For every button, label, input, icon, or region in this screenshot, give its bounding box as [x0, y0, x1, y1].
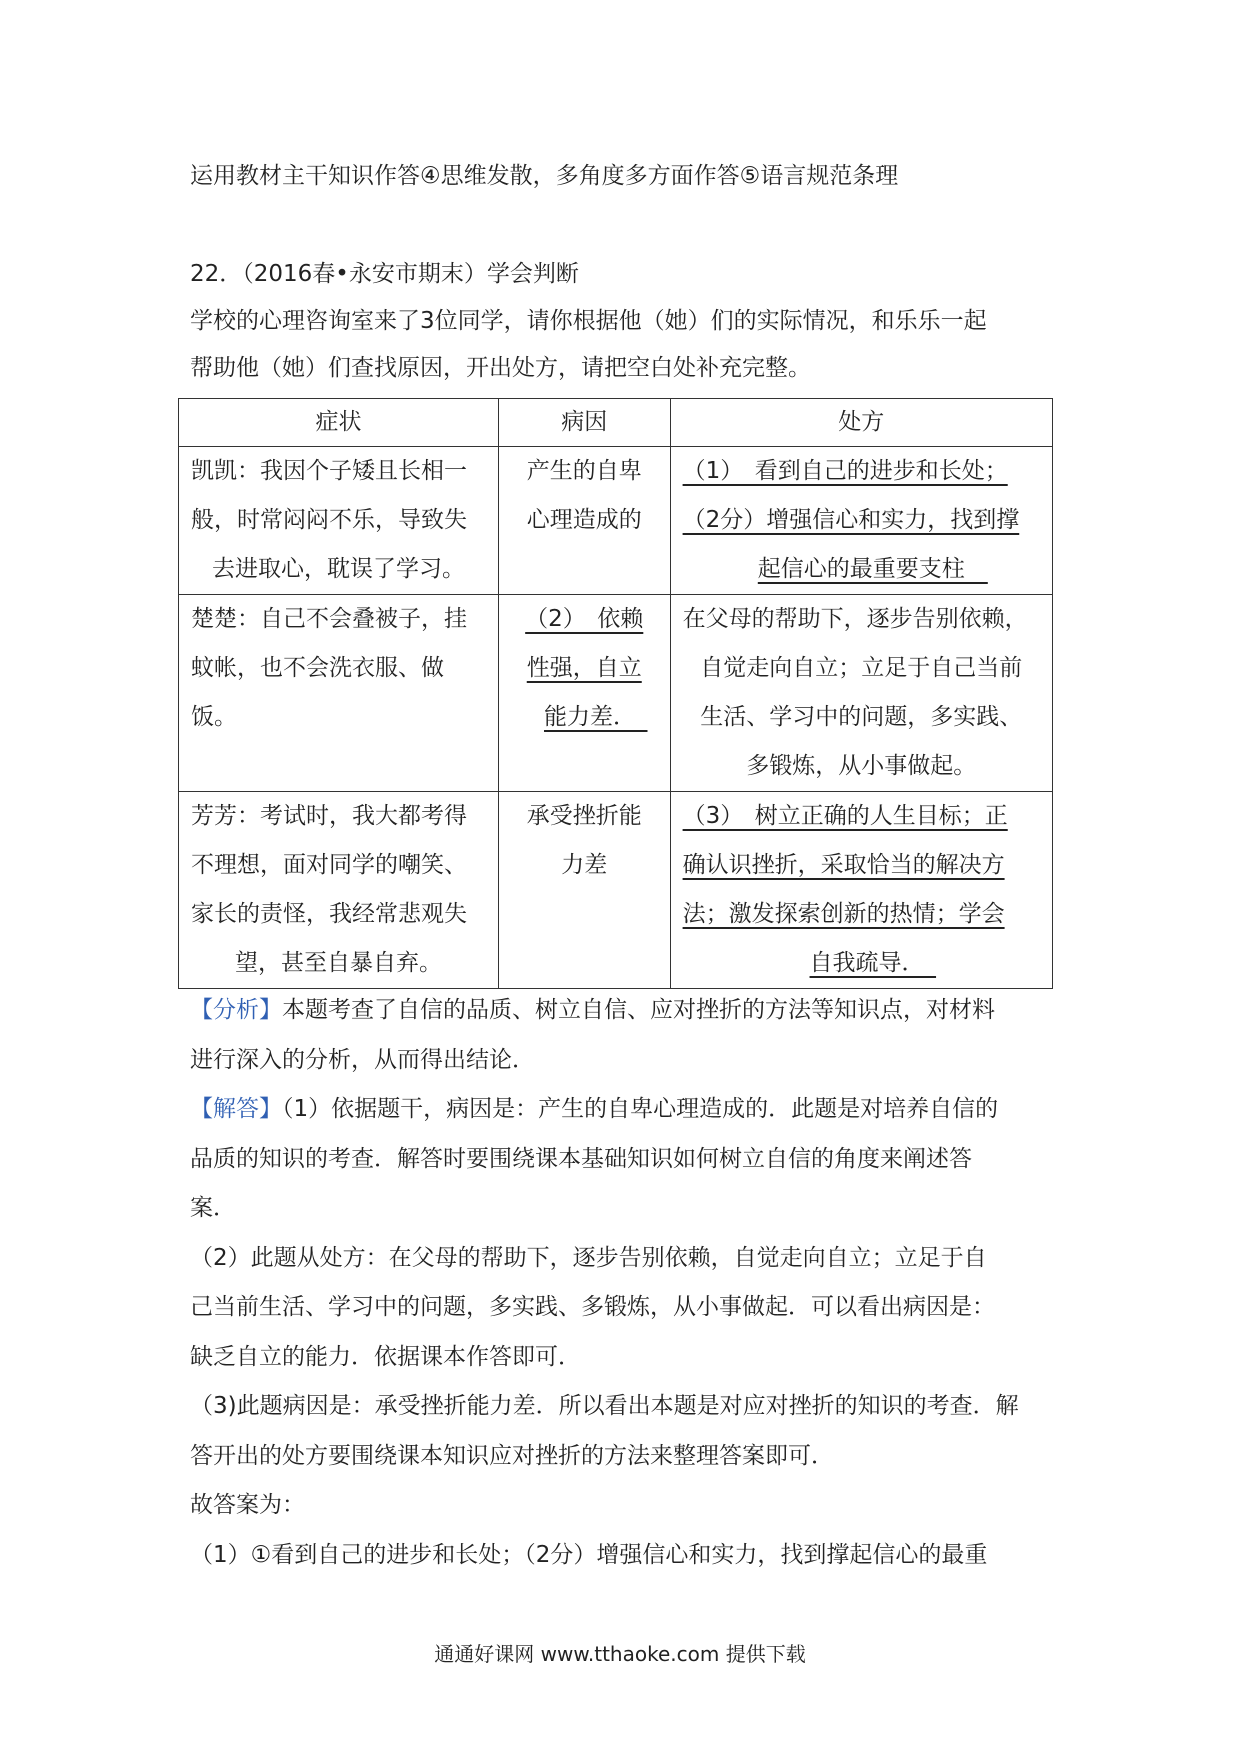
header-prescription: 处方	[670, 399, 1052, 447]
top-line: 运用教材主干知识作答④思维发散，多角度多方面作答⑤语言规范条理	[190, 163, 899, 189]
page-footer: 通通好课网 www.tthaoke.com 提供下载	[434, 1642, 806, 1666]
symptom-cell	[179, 595, 499, 792]
question-header: 22．（2016春•永安市期末）学会判断	[190, 261, 579, 287]
cause-cell	[498, 792, 670, 989]
prescription-cell	[670, 792, 1052, 989]
answer-label: 【解答】	[190, 1096, 282, 1122]
cause-line: 承受挫折能	[526, 803, 642, 829]
answer-line-4: （2）此题从处方：在父母的帮助下，逐步告别依赖，自觉走向自立；立足于自	[190, 1245, 987, 1271]
answer-line-5: 己当前生活、学习中的问题，多实践、多锻炼，从小事做起．可以看出病因是：	[190, 1294, 995, 1320]
analysis-text: 本题考查了自信的品质、树立自信、应对挫折的方法等知识点，对材料	[282, 997, 995, 1023]
symptom-line: 蚊帐，也不会洗衣服、做饭。	[191, 655, 444, 730]
symptom-line: 望，甚至自暴自弃。	[234, 950, 442, 976]
analysis-line-1	[190, 994, 995, 1026]
prescription-table	[178, 398, 1053, 989]
answer-text: （1）依据题干，病因是：产生的自卑心理造成的．此题是对培养自信的	[282, 1096, 999, 1122]
cause-line: （2） 依赖	[525, 606, 644, 632]
cause-line: 能力差．	[544, 704, 648, 730]
symptom-cell	[179, 447, 499, 595]
cause-line: 心理造成的	[526, 507, 642, 533]
symptom-line: 去进取心，耽误了学习。	[211, 556, 465, 582]
cause-line: 力差	[561, 852, 608, 878]
cause-cell	[498, 447, 670, 595]
prescription-line: 法；激发探索创新的热情；学会	[682, 901, 1005, 927]
cause-line: 性强，自立	[526, 655, 642, 681]
header-cause: 病因	[498, 399, 670, 447]
symptom-line: 家长的责怪，我经常悲观失	[191, 901, 467, 927]
question-intro-1: 学校的心理咨询室来了3位同学，请你根据他（她）们的实际情况，和乐乐一起	[190, 308, 987, 334]
answer-final-line: （1）①看到自己的进步和长处；（2分）增强信心和实力，找到撑起信心的最重	[190, 1542, 988, 1568]
symptom-cell	[179, 792, 499, 989]
answer-line-8: 答开出的处方要围绕课本知识应对挫折的方法来整理答案即可．	[190, 1443, 834, 1469]
analysis-label: 【分析】	[190, 997, 282, 1023]
answer-line-3: 案．	[190, 1195, 236, 1221]
analysis-line-2: 进行深入的分析，从而得出结论．	[190, 1047, 535, 1073]
prescription-line: 多锻炼，从小事做起。	[746, 753, 977, 779]
prescription-line: 自觉走向自立；立足于自己当前	[700, 655, 1023, 681]
answer-conclusion: 故答案为：	[190, 1492, 305, 1518]
table-row	[179, 792, 1053, 989]
prescription-line: （2分）增强信心和实力，找到撑	[682, 507, 1020, 533]
prescription-line: 生活、学习中的问题，多实践、	[700, 704, 1023, 730]
prescription-cell	[670, 447, 1052, 595]
symptom-line: 般，时常闷闷不乐，导致失	[191, 507, 467, 533]
symptom-line: 楚楚：自己不会叠被子，挂	[191, 606, 467, 632]
symptom-line: 不理想，面对同学的嘲笑、	[191, 852, 467, 878]
answer-line-6: 缺乏自立的能力．依据课本作答即可．	[190, 1344, 581, 1370]
prescription-line: （1） 看到自己的进步和长处；	[682, 458, 1008, 484]
cause-line: 产生的自卑	[526, 458, 642, 484]
prescription-line: 在父母的帮助下，逐步告别依赖，	[682, 606, 1028, 632]
prescription-line: 自我疏导．	[809, 950, 937, 976]
prescription-line: 确认识挫折，采取恰当的解决方	[682, 852, 1005, 878]
prescription-cell	[670, 595, 1052, 792]
prescription-line: 起信心的最重要支柱	[757, 556, 988, 582]
header-symptom: 症状	[179, 399, 499, 447]
cause-cell	[498, 595, 670, 792]
answer-line-7: （3)此题病因是：承受挫折能力差．所以看出本题是对应对挫折的知识的考查．解	[190, 1393, 1019, 1419]
question-intro-2: 帮助他（她）们查找原因，开出处方，请把空白处补充完整。	[190, 355, 811, 381]
table-row	[179, 447, 1053, 595]
table-row	[179, 595, 1053, 792]
answer-line-1	[190, 1093, 998, 1125]
prescription-line: （3） 树立正确的人生目标；正	[682, 803, 1008, 829]
table-header-row	[179, 399, 1053, 447]
answer-line-2: 品质的知识的考查．解答时要围绕课本基础知识如何树立自信的角度来阐述答	[190, 1146, 972, 1172]
symptom-line: 芳芳：考试时，我大都考得	[191, 803, 467, 829]
symptom-line: 凯凯：我因个子矮且长相一	[191, 458, 467, 484]
